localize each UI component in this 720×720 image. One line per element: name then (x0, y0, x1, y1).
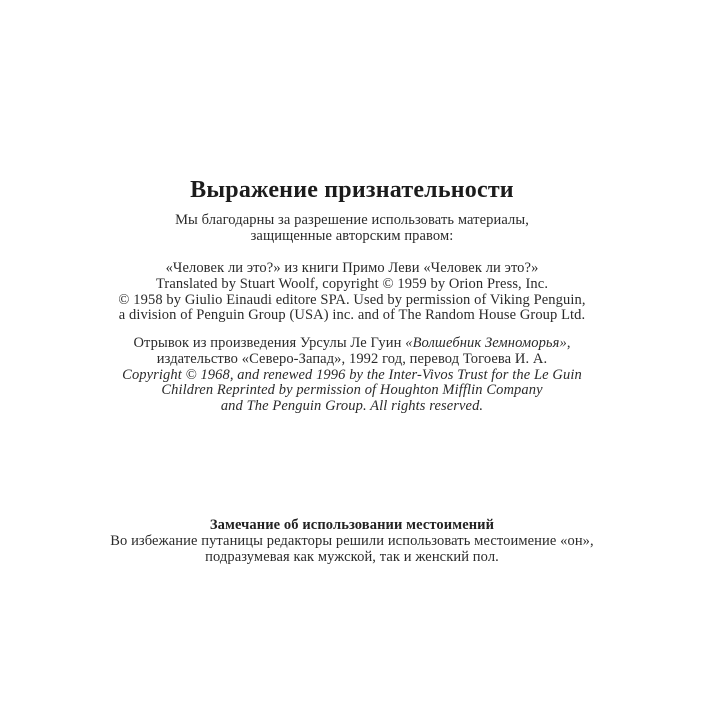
credit-primo-levi-paragraph (0, 261, 704, 324)
credit-line: «Человек ли это?» из книги Примо Леви «Человек ли это?» (165, 260, 539, 276)
credit-line: издательство «Северо-Запад», 1992 год, перевод Тогоева И. А. (156, 350, 548, 367)
credit-le-guin-paragraph (0, 336, 704, 415)
book-title-italic: «Волшебник Земноморья» (405, 335, 567, 351)
credit-line-italic: Copyright © 1968, and renewed 1996 by the Inter-Vivos Trust for the Le Guin (122, 366, 582, 383)
credit-line-tail: , (566, 335, 571, 351)
pronoun-note-heading: Замечание об использовании местоимений (209, 517, 495, 533)
pronoun-note-section (0, 518, 704, 565)
credit-line: Translated by Stuart Woolf, copyright © 1959 by Orion Press, Inc. (155, 275, 549, 292)
page-title: Выражение признательности (190, 177, 514, 204)
credit-line (0, 336, 704, 352)
credit-line-italic: and The Penguin Group. All rights reserved. (220, 398, 484, 415)
credit-line: © 1958 by Giulio Einaudi editore SPA. Used by permission of Viking Penguin, (118, 291, 586, 308)
credit-line-italic: Children Reprinted by permission of Houghton Mifflin Company (161, 382, 543, 399)
intro-line: Мы благодарны за разрешение использовать материалы, (175, 212, 529, 228)
pronoun-note-line: Во избежание путаницы редакторы решили использовать местоимение «он», (110, 532, 594, 549)
pronoun-note-line: подразумевая как мужской, так и женский пол. (205, 548, 499, 565)
intro-paragraph (0, 213, 704, 245)
credit-line-text: Отрывок из произведения Урсулы Ле Гуин (133, 335, 406, 351)
credit-line: a division of Penguin Group (USA) inc. and of The Random House Group Ltd. (118, 307, 586, 324)
intro-line: защищенные авторским правом: (250, 227, 454, 244)
